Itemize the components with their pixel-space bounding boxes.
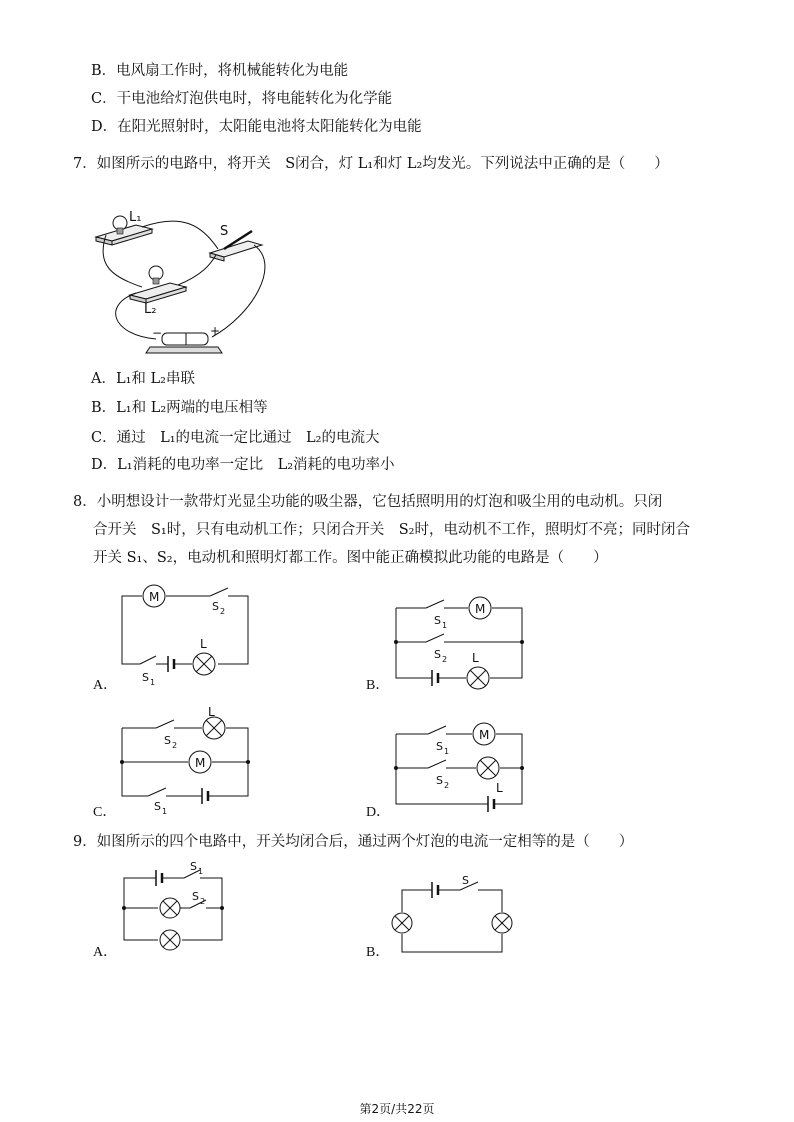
q8-circuit-c [118,705,253,816]
q6-option-b: B．电风扇工作时，将机械能转化为电能 [91,63,349,79]
q6-option-c: C．干电池给灯泡供电时，将电能转化为化学能 [91,91,393,107]
q9-circuit-a [120,862,230,957]
svg-text:S: S [434,614,441,627]
svg-text:1: 1 [198,867,204,876]
svg-text:2: 2 [172,741,178,750]
q8-circuit-a [118,584,253,689]
q8-label-b: B． [366,678,390,693]
svg-text:S: S [436,774,443,787]
svg-text:S: S [434,648,441,661]
switch-s1-icon [148,788,166,796]
svg-text:S: S [142,671,149,684]
svg-text:S: S [154,800,161,813]
q9-circuit-b [390,874,516,958]
q7-option-c: C．通过 L₁的电流一定比通过 L₂的电流大 [91,430,380,446]
svg-text:S: S [164,734,171,747]
q8-circuit-d [392,720,532,810]
label-l1: L₁ [129,210,142,225]
svg-text:M: M [479,728,490,742]
svg-text:L: L [496,781,503,795]
label-plus: + [210,324,221,338]
q7-circuit-figure [92,205,272,355]
q9-label-a: A． [93,945,118,960]
q8-stem-line-3: 开关 S₁、S₂，电动机和照明灯都工作。图中能正确模拟此功能的电路是（ ） [93,550,608,566]
svg-text:S: S [462,874,469,887]
q9-stem: 9．如图所示的四个电路中，开关均闭合后，通过两个灯泡的电流一定相等的是（ ） [73,834,634,850]
q7-option-d: D．L₁消耗的电功率一定比 L₂消耗的电功率小 [91,457,395,473]
svg-text:L: L [208,705,215,719]
q8-label-d: D． [366,805,391,820]
q7-option-b: B．L₁和 L₂两端的电压相等 [91,400,268,416]
q7-stem: 7．如图所示的电路中，将开关 S闭合，灯 L₁和灯 L₂均发光。下列说法中正确的是（ ） [73,156,669,172]
battery-icon [162,333,208,345]
q8-stem-line-2: 合开关 S₁时，只有电动机工作；只闭合开关 S₂时，电动机不工作，照明灯不亮；同时闭合 [93,522,690,538]
q8-label-c: C． [93,805,117,820]
q8-stem-line-1: 8．小明想设计一款带灯光显尘功能的吸尘器，它包括照明用的灯泡和吸尘用的电动机。只闭 [73,494,663,510]
svg-text:L: L [472,651,479,665]
page-footer: 第2页/共22页 [359,1102,435,1116]
svg-text:S: S [436,740,443,753]
q9-label-b: B． [366,945,390,960]
svg-text:S: S [212,600,219,613]
svg-text:1: 1 [150,678,156,687]
svg-text:M: M [149,590,160,604]
label-s: S [220,224,229,239]
q8-circuit-b [392,594,532,694]
svg-text:1: 1 [162,807,168,816]
svg-text:2: 2 [220,607,226,616]
svg-text:2: 2 [200,897,206,906]
svg-text:1: 1 [442,621,448,630]
svg-text:M: M [195,756,206,770]
q7-option-a: A．L₁和 L₂串联 [91,371,195,387]
svg-text:2: 2 [444,781,450,790]
q6-option-d: D．在阳光照射时，太阳能电池将太阳能转化为电能 [91,119,422,135]
svg-text:L: L [200,637,207,651]
svg-text:1: 1 [444,747,450,756]
svg-text:2: 2 [442,655,448,664]
svg-text:S: S [192,890,199,903]
svg-text:M: M [475,602,486,616]
label-l2: L₂ [144,302,157,317]
switch-s1-icon [140,656,156,664]
label-minus: − [152,326,163,340]
svg-text:S: S [190,860,197,873]
q8-label-a: A． [93,678,118,693]
